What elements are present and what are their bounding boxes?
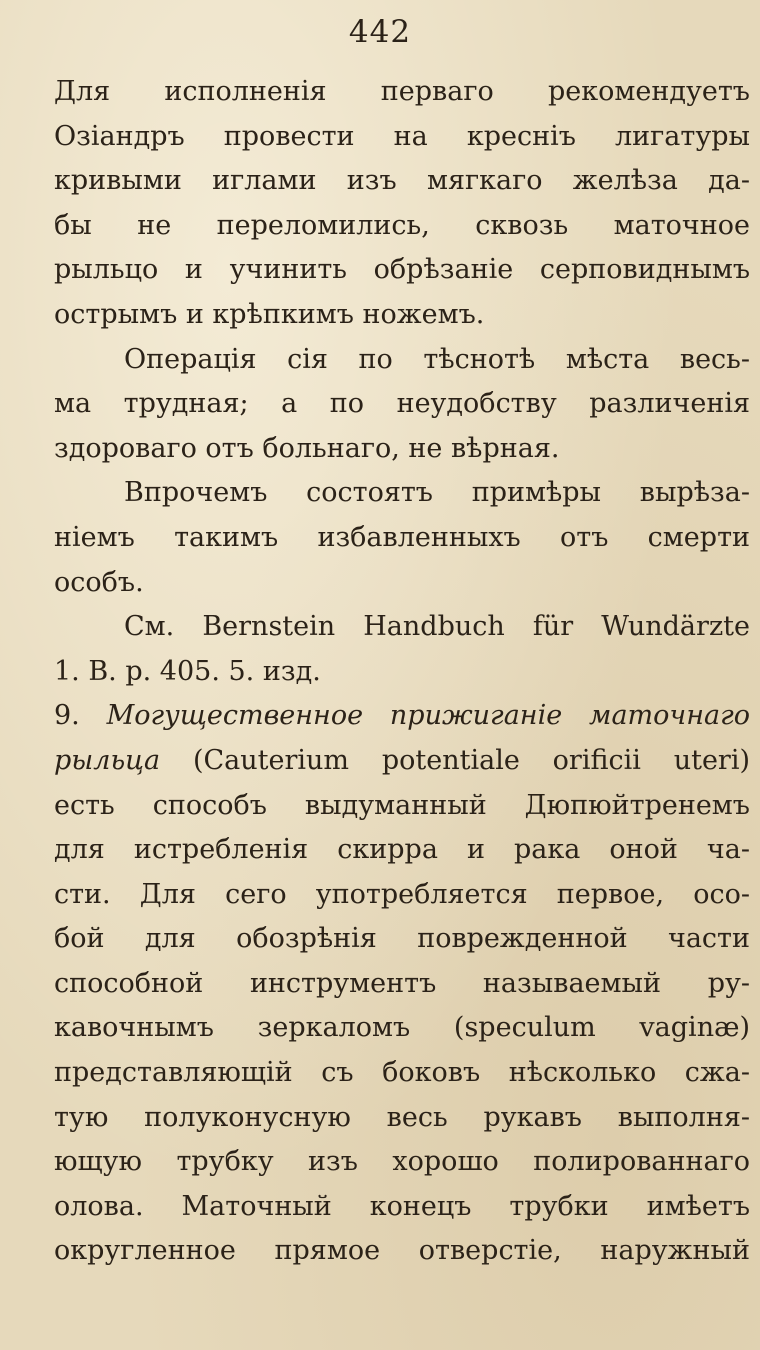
section-title: Могущественное прижиганіе маточнаго	[106, 700, 750, 732]
text-line: округленное прямое отверстіе, наружный	[54, 1235, 750, 1267]
page-number: 442	[348, 14, 412, 50]
text-line: ма трудная; а по неудобству различенія	[54, 388, 750, 420]
text-line: рыльцо и учинить обрѣзаніе серповиднымъ	[54, 254, 750, 286]
text-line: ніемъ такимъ избавленныхъ отъ смерти	[54, 521, 750, 553]
reference-line: 1. B. p. 405. 5. изд.	[54, 655, 321, 687]
text-line: Впрочемъ состоятъ примѣры вырѣза-	[124, 477, 750, 509]
section-heading-line	[54, 739, 750, 784]
reference-line: См. Bernstein Handbuch für Wundärzte	[124, 611, 750, 643]
text-line: бой для обозрѣнія поврежденной части	[54, 923, 750, 955]
latin-term: (Cauterium potentiale orificii uteri)	[192, 744, 750, 776]
text-line: особъ.	[54, 566, 144, 598]
text-line: есть способъ выдуманный Дюпюйтренемъ	[54, 789, 750, 821]
text-line: здороваго отъ больнаго, не вѣрная.	[54, 432, 560, 464]
text-line: для истребленія скирра и рака оной ча-	[54, 834, 750, 866]
text-line: ющую трубку изъ хорошо полированнаго	[54, 1146, 750, 1178]
text-line: олова. Маточный конецъ трубки имѣетъ	[54, 1190, 750, 1222]
text-line: Озіандръ провести на кресніъ лигатуры	[54, 120, 750, 152]
text-line: кривыми иглами изъ мягкаго желѣза да-	[54, 165, 750, 197]
text-line: представляющій съ боковъ нѣсколько сжа-	[54, 1057, 750, 1089]
text-line: острымъ и крѣпкимъ ножемъ.	[54, 298, 485, 330]
text-line: бы не переломились, сквозь маточное	[54, 209, 750, 241]
text-line: способной инструментъ называемый ру-	[54, 967, 750, 999]
section-heading-line	[54, 694, 750, 739]
text-line: тую полуконусную весь рукавъ выполня-	[54, 1101, 750, 1133]
body-text	[54, 70, 750, 1274]
text-line: сти. Для сего употребляется первое, осо-	[54, 878, 750, 910]
text-line: Операція сія по тѣснотѣ мѣста весь-	[124, 343, 750, 375]
section-number: 9.	[54, 700, 80, 732]
section-title: рыльца	[54, 744, 161, 776]
text-line: Для исполненія перваго рекомендуетъ	[54, 76, 750, 107]
text-line: кавочнымъ зеркаломъ (speculum vaginæ)	[54, 1012, 750, 1044]
